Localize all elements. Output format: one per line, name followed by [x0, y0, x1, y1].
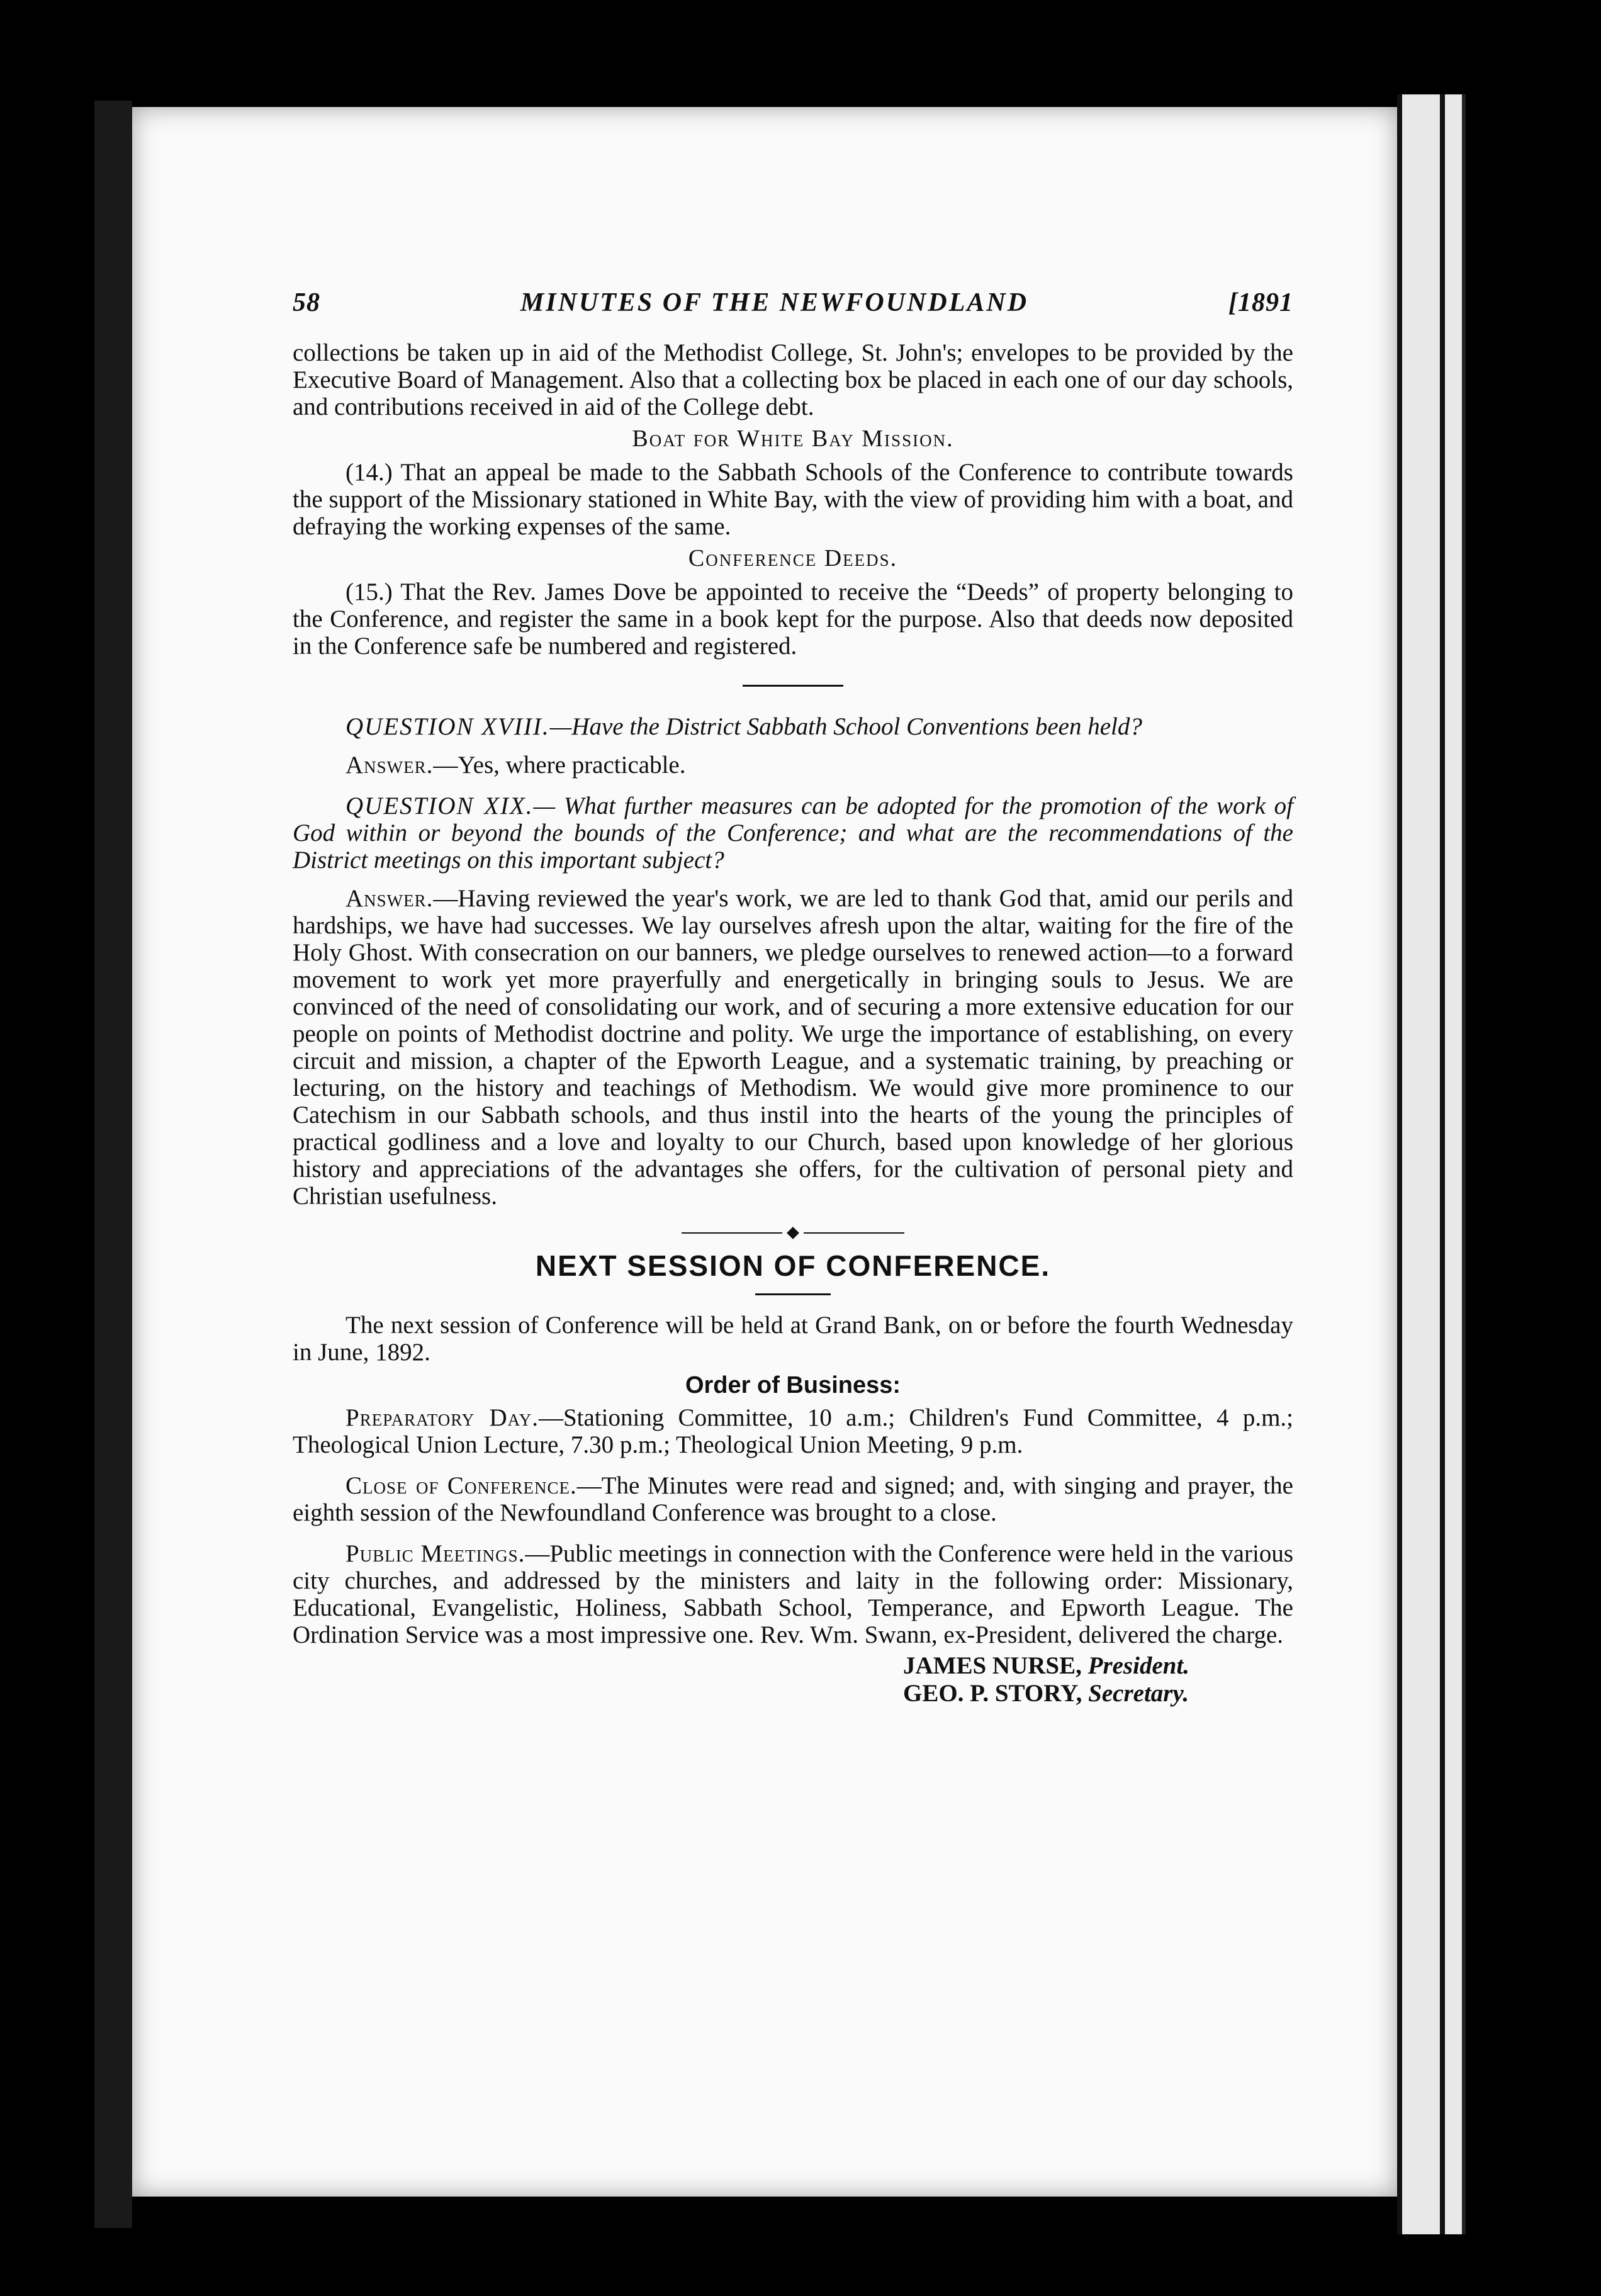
preparatory-day-text: —Stationing Committee, 10 a.m.; Children's Fund Committee, 4 p.m.; Theological Union Lecture, 7.30 p.m.; Theological Union Meeting, 9 p.m. — [293, 1404, 1293, 1458]
paragraph-resolution-14: (14.) That an appeal be made to the Sabbath Schools of the Conference to contribute towards the support of the Missionary stationed in White Bay, with the view of providing him with a boat, and defraying the working expenses of the same. — [293, 459, 1293, 540]
paragraph-public-meetings — [293, 1540, 1293, 1648]
book-spine-shadow — [94, 101, 132, 2228]
signature-name: JAMES NURSE, — [903, 1652, 1082, 1679]
facing-page-edge — [1397, 94, 1466, 2234]
question-18-text: —Have the District Sabbath School Conventions been held? — [549, 713, 1142, 740]
page-gutter-line — [1440, 94, 1445, 2234]
paragraph-resolution-15: (15.) That the Rev. James Dove be appointed to receive the “Deeds” of property belonging to the Conference, and register the same in a book kept for the purpose. Also that deeds now deposited in the Conference safe be numbered and registered. — [293, 578, 1293, 660]
ornament-diamond-icon — [787, 1227, 799, 1239]
heading-boat-white-bay: Boat for White Bay Mission. — [632, 425, 954, 452]
answer-18-label: Answer. — [345, 751, 434, 779]
answer-19-text: —Having reviewed the year's work, we are led to thank God that, amid our perils and hardships, we have had successes. We lay ourselves afresh upon the altar, waiting for the fire of the Holy Ghost. With consecration on our banners, we pledge ourselves to renewed action—to a forward movement to work yet more prayerfully and energetically in bringing souls to Jesus. We are convinced of the need of consolidating our work, and of securing a more extensive education for our people on points of Methodist doctrine and polity. We urge the importance of establishing, on every circuit and mission, a chapter of the Epworth League, and a systematic training, by preaching or lecturing, on the history and teachings of Methodism. We would give more prominence to our Catechism in our Sabbath schools, and thus instil into the hearts of the young the principles of practical godliness and a love and loyalty to our Church, based upon knowledge of her glorious history and appreciations of the advantages she offers, for the cultivation of personal piety and Christian usefulness. — [293, 885, 1293, 1210]
signature-block — [903, 1652, 1293, 1708]
spacer — [293, 1526, 1293, 1540]
heading-conference-deeds: Conference Deeds. — [688, 545, 898, 571]
header-year: [1891 — [1228, 288, 1293, 317]
signature-secretary — [903, 1680, 1293, 1708]
page-number: 58 — [293, 288, 320, 317]
section-title-next-session: NEXT SESSION OF CONFERENCE. — [535, 1249, 1051, 1282]
preparatory-day-label: Preparatory Day. — [345, 1404, 539, 1431]
spacer — [293, 779, 1293, 792]
question-19-label: QUESTION XIX. — [345, 792, 534, 819]
close-of-conference-label: Close of Conference. — [345, 1472, 577, 1499]
public-meetings-label: Public Meetings. — [345, 1540, 525, 1567]
ornament-line-right — [804, 1232, 904, 1234]
paragraph-opening: collections be taken up in aid of the Methodist College, St. John's; envelopes to be provided by the Executive Board of Management. Also that a collecting box be placed in each one of our day schools, and contributions received in aid of the College debt. — [293, 339, 1293, 420]
question-18-label: QUESTION XVIII. — [345, 713, 550, 740]
answer-19 — [293, 885, 1293, 1210]
paragraph-close-of-conference — [293, 1472, 1293, 1526]
ornament-line-left — [682, 1232, 782, 1234]
signature-name: GEO. P. STORY, — [903, 1680, 1082, 1707]
section-divider — [743, 685, 843, 687]
close-of-conference-text: —The Minutes were read and signed; and, with singing and prayer, the eighth session of the Newfoundland Conference was brought to a close. — [293, 1472, 1293, 1526]
page-content — [293, 290, 1293, 1708]
question-19-text: — What further measures can be adopted for the promotion of the work of God within or beyond the bounds of the Conference; and what are the recommendations of the District meetings on this important subject? — [293, 792, 1294, 874]
question-18 — [293, 713, 1293, 740]
signature-role: Secretary. — [1088, 1680, 1189, 1707]
signature-role: President. — [1087, 1652, 1190, 1679]
question-19 — [293, 792, 1293, 874]
paragraph-next-session: The next session of Conference will be held at Grand Bank, on or before the fourth Wednesday in June, 1892. — [293, 1312, 1293, 1366]
public-meetings-text: —Public meetings in connection with the Conference were held in the various city churches, and addressed by the ministers and laity in the following order: Missionary, Educational, Evangelistic, Holiness, Sabbath School, Temperance, and Epworth League. The Ordination Service was a most impressive one. Rev. Wm. Swann, ex-President, delivered the charge. — [293, 1540, 1293, 1648]
answer-18 — [293, 751, 1293, 779]
ornamental-divider — [293, 1229, 1293, 1237]
answer-18-text: —Yes, where practicable. — [433, 751, 686, 779]
paragraph-preparatory-day — [293, 1404, 1293, 1458]
title-underline — [755, 1293, 831, 1295]
spacer — [293, 1458, 1293, 1472]
signature-president — [903, 1652, 1293, 1680]
running-title: MINUTES OF THE NEWFOUNDLAND — [520, 288, 1029, 317]
heading-order-of-business: Order of Business: — [685, 1372, 901, 1398]
running-header — [293, 290, 1293, 317]
answer-19-label: Answer. — [345, 885, 434, 912]
